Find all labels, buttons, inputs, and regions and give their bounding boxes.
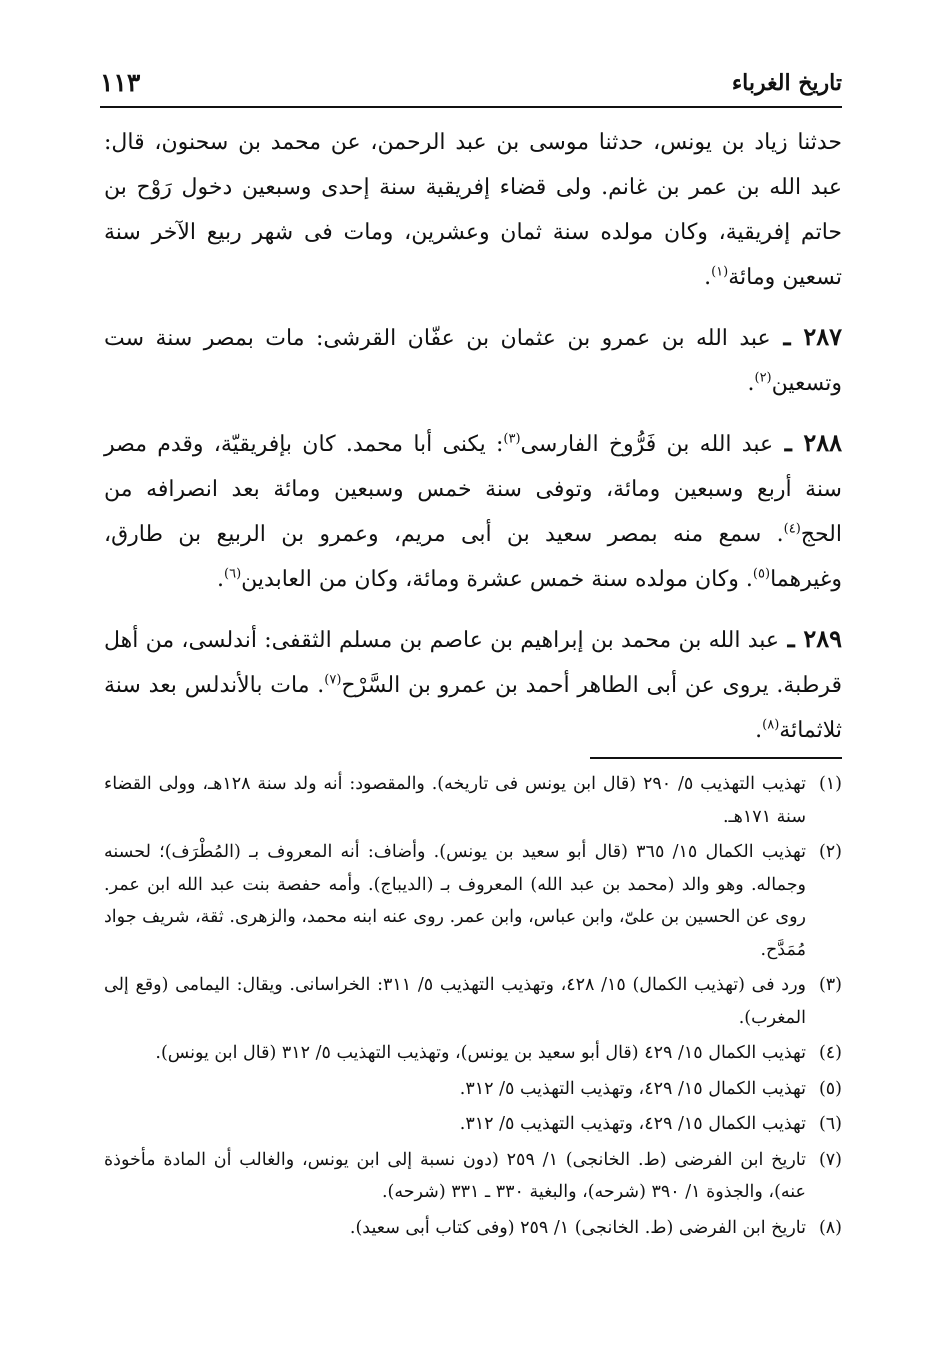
paragraph-text: .: [704, 265, 712, 290]
footnote-text: تاريخ ابن الفرضى (ط. الخانجى) ١/ ٢٥٩ (دون نسبة إلى ابن يونس، والغالب أن المادة مأخوذة عنه)، والجذوة ١/ ٣٩٠ (شرحه)، والبغية ٣٣٠ ـ ٣٣١ (شرحه).: [104, 1149, 806, 1202]
footnote-reference: (٢): [754, 370, 772, 386]
footnote-reference: (٦): [224, 566, 242, 582]
paragraph-text: عبد الله بن عمرو بن عثمان بن عفّان القرشى: مات بمصر سنة ست وتسعين: [104, 326, 842, 396]
text-paragraph: [104, 120, 842, 300]
footnote: [104, 969, 842, 1034]
paragraph-text: .: [747, 371, 755, 396]
footnote-number: (٨): [818, 1217, 842, 1238]
footnote: [104, 1073, 842, 1106]
footnote-reference: (٧): [324, 672, 342, 688]
entry-number: ٢٨٨ ـ: [773, 428, 842, 457]
entry-number: ٢٨٩ ـ: [779, 624, 843, 653]
footnote-number: (٥): [818, 1078, 842, 1099]
footnote-text: تاريخ ابن الفرضى (ط. الخانجى) ١/ ٢٥٩ (وفى كتاب أبى سعيد).: [349, 1217, 806, 1238]
footnote-number: (٦): [818, 1114, 842, 1134]
paragraph-text: . سمع منه بمصر سعيد بن أبى مريم، وعمرو بن الربيع بن طارق، وغيرهما: [104, 522, 842, 592]
footnote-reference: (٨): [762, 717, 780, 733]
footnote-number: (٣): [818, 975, 842, 995]
running-title: تاريخ الغرباء: [731, 70, 842, 96]
entry-paragraph: [104, 314, 842, 406]
entry-paragraph: [104, 616, 842, 753]
footnote-text: تهذيب الكمال ١٥/ ٣٦٥ (قال أبو سعيد بن يونس). وأضاف: أنه المعروف بـ (المُطْرَف)؛ لحسنه وجماله. وهو والد (محمد بن عبد الله) المعروف بـ (الديباج). وأمه حفصة بنت عبد الله ابن عمر. روى عن الحسين بن علىّ، وابن عباس، وابن عمر. روى عنه ابنه محمد، والزهرى. ثقة، شريف جواد مُمَدَّح.: [104, 842, 806, 960]
footnote-text: ورد فى (تهذيب الكمال) ١٥/ ٤٢٨، وتهذيب التهذيب ٥/ ٣١١: الخراسانى. ويقال: اليمامى (وقع إلى المغرب).: [104, 975, 806, 1028]
footnote-text: تهذيب الكمال ١٥/ ٤٢٩، وتهذيب التهذيب ٥/ ٣١٢.: [459, 1114, 806, 1134]
footnote-number: (٤): [818, 1043, 842, 1063]
footnote-number: (٢): [818, 842, 842, 862]
footnote: [104, 1108, 842, 1141]
footnote-separator: [590, 757, 842, 759]
paragraph-text: . مات بالأندلس بعد سنة ثلاثمائة: [104, 673, 842, 743]
footnote-text: تهذيب التهذيب ٥/ ٢٩٠ (قال ابن يونس فى تاريخه). والمقصود: أنه ولد سنة ١٢٨هـ، وولى القضاء سنة ١٧١هـ.: [104, 774, 806, 827]
entry-paragraph: [104, 420, 842, 602]
entry-number: ٢٨٧ ـ: [770, 322, 842, 351]
footnote: [104, 1144, 842, 1209]
page-number: ١١٣: [100, 68, 141, 97]
footnote-reference: (٥): [752, 566, 771, 582]
footnote-reference: (٤): [783, 521, 801, 537]
main-text: [104, 120, 842, 767]
footnote: [104, 1212, 842, 1245]
running-header: [100, 66, 842, 108]
footnote-reference: (١): [711, 264, 729, 280]
paragraph-text: . وكان مولده سنة خمس عشرة ومائة، وكان من العابدين: [241, 567, 753, 592]
footnote: [104, 768, 842, 833]
paragraph-text: .: [217, 567, 225, 592]
paragraph-text: حدثنا زياد بن يونس، حدثنا موسى بن عبد الرحمن، عن محمد بن سحنون، قال: عبد الله بن عمر بن غانم. ولى قضاء إفريقية سنة إحدى وسبعين دخول رَوْح بن حاتم إفريقية، وكان مولده سنة ثمان وعشرين، ومات فى شهر ربيع الآخر سنة تسعين ومائة: [104, 130, 842, 290]
footnote-text: تهذيب الكمال ١٥/ ٤٢٩ (قال أبو سعيد بن يونس)، وتهذيب التهذيب ٥/ ٣١٢ (قال ابن يونس).: [155, 1043, 806, 1063]
footnote: [104, 836, 842, 966]
footnote-reference: (٣): [503, 431, 521, 447]
paragraph-text: عبد الله بن محمد بن إبراهيم بن عاصم بن مسلم الثقفى: أندلسى، من أهل قرطبة. يروى عن أبى الطاهر أحمد بن عمرو بن السَّرْح: [104, 628, 842, 698]
footnote-number: (١): [818, 774, 842, 794]
footnote-text: تهذيب الكمال ١٥/ ٤٢٩، وتهذيب التهذيب ٥/ ٣١٢.: [459, 1078, 806, 1099]
paragraph-text: .: [755, 718, 763, 743]
footnote-number: (٧): [818, 1149, 842, 1170]
paragraph-text: : يكنى أبا محمد. كان بإفريقيّة، وقدم مصر سنة أربع وسبعين ومائة، وتوفى سنة خمس وسبعين ومائة بعد انصرافه من الحج: [104, 432, 842, 547]
paragraph-text: عبد الله بن فَرُّوخ الفارسى: [520, 432, 774, 457]
footnote: [104, 1037, 842, 1070]
footnotes: [104, 768, 842, 1247]
